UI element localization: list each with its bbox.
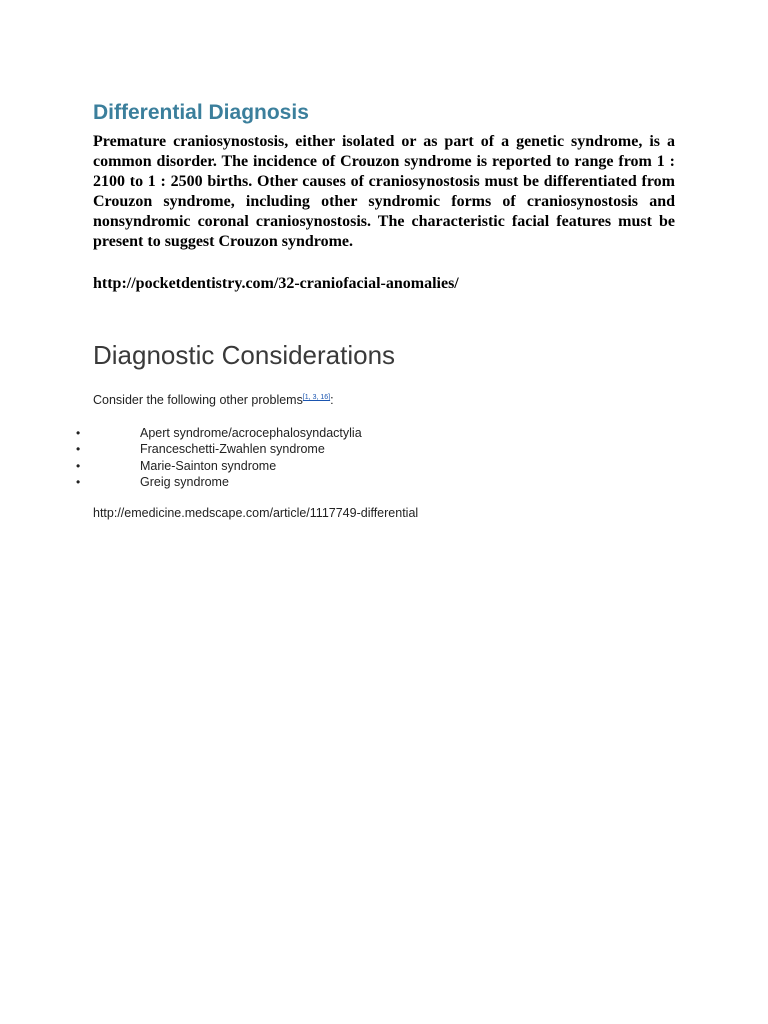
considerations-intro bbox=[93, 390, 675, 408]
section-heading-differential-diagnosis: Differential Diagnosis bbox=[93, 101, 309, 124]
list-item bbox=[76, 458, 676, 474]
list-item bbox=[76, 474, 676, 490]
list-item-text: Franceschetti-Zwahlen syndrome bbox=[140, 442, 325, 457]
list-item-text: Apert syndrome/acrocephalosyndactylia bbox=[140, 426, 362, 440]
bullet-icon: • bbox=[76, 458, 81, 473]
list-item-text: Greig syndrome bbox=[140, 474, 229, 489]
list-item-text: Marie-Sainton syndrome bbox=[140, 458, 277, 473]
list-item bbox=[76, 441, 676, 457]
bullet-icon: • bbox=[76, 442, 81, 457]
list-item bbox=[76, 425, 676, 441]
bullet-icon: • bbox=[76, 426, 81, 440]
considerations-list bbox=[76, 425, 676, 490]
source-url-pocketdentistry: http://pocketdentistry.com/32-craniofacial-anomalies/ bbox=[93, 275, 459, 292]
differential-diagnosis-section bbox=[93, 100, 675, 294]
diagnostic-considerations-section bbox=[93, 338, 675, 408]
differential-diagnosis-paragraph: Premature craniosynostosis, either isolated or as part of a genetic syndrome, is a common disorder. The incidence of Crouzon syndrome is reported to range from 1 : 2100 to 1 : 2500 births. Other causes of craniosynostosis must be differentiated from Crouzon syndrome, including other syndromic forms of craniosynostosis and nonsyndromic coronal craniosynostosis. The characteristic facial features must be present to suggest Crouzon syndrome. bbox=[93, 133, 675, 250]
intro-text: Consider the following other problems bbox=[93, 393, 303, 407]
bullet-icon: • bbox=[76, 474, 81, 489]
source-url-medscape: http://emedicine.medscape.com/article/1117749-differential bbox=[93, 506, 419, 520]
intro-colon: : bbox=[330, 393, 334, 407]
section-heading-diagnostic-considerations: Diagnostic Considerations bbox=[93, 340, 396, 370]
citation-link[interactable]: [1, 3, 16] bbox=[302, 394, 331, 401]
